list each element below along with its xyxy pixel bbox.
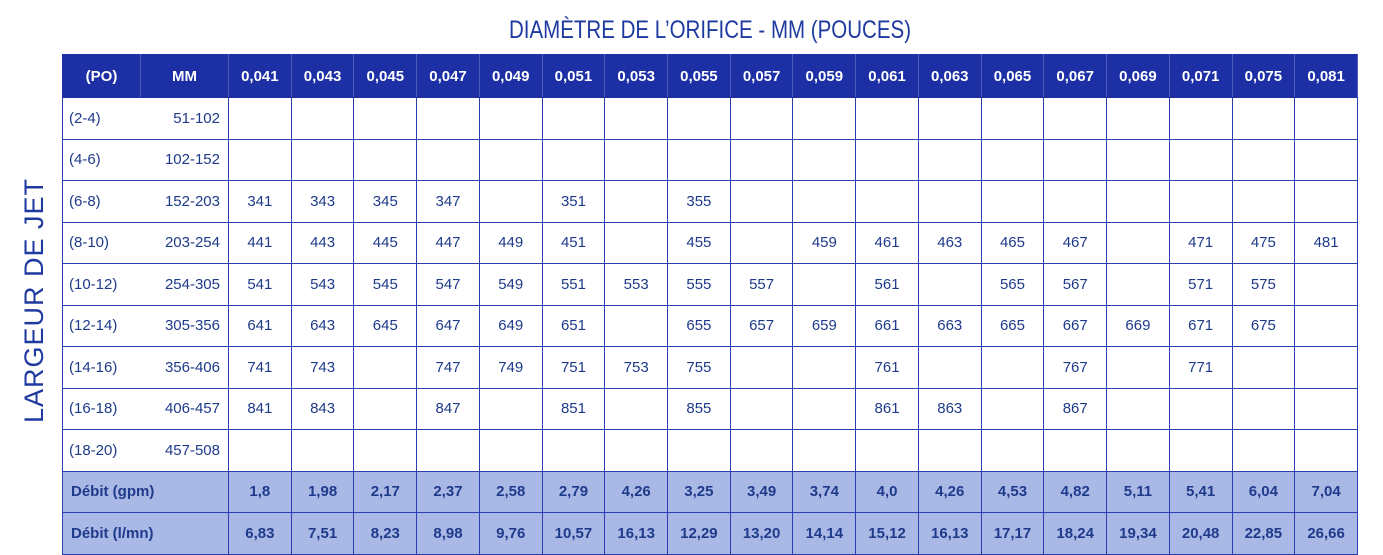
nozzle-cell: 547 <box>417 264 480 306</box>
flow-cell: 14,14 <box>793 513 856 555</box>
nozzle-cell: 481 <box>1295 222 1358 264</box>
nozzle-cell <box>668 98 731 140</box>
table-row <box>63 388 1358 430</box>
nozzle-cell <box>793 181 856 223</box>
nozzle-cell: 675 <box>1232 305 1295 347</box>
flow-cell: 9,76 <box>479 513 542 555</box>
nozzle-cell <box>354 388 417 430</box>
nozzle-cell <box>730 347 793 389</box>
flow-cell: 22,85 <box>1232 513 1295 555</box>
flow-cell: 18,24 <box>1044 513 1107 555</box>
nozzle-cell <box>668 430 731 472</box>
nozzle-cell <box>1295 388 1358 430</box>
nozzle-cell <box>793 98 856 140</box>
nozzle-cell: 851 <box>542 388 605 430</box>
flow-cell: 1,98 <box>291 471 354 513</box>
flow-cell: 4,26 <box>918 471 981 513</box>
nozzle-cell: 465 <box>981 222 1044 264</box>
flow-cell: 3,25 <box>668 471 731 513</box>
table-row <box>63 347 1358 389</box>
nozzle-cell <box>354 430 417 472</box>
table-title: DIAMÈTRE DE L’ORIFICE - MM (POUCES) <box>508 16 912 44</box>
flow-cell: 5,41 <box>1169 471 1232 513</box>
header-orifice: 0,059 <box>793 55 856 98</box>
nozzle-cell <box>479 181 542 223</box>
nozzle-cell <box>730 388 793 430</box>
nozzle-cell <box>229 139 292 181</box>
nozzle-cell <box>1107 139 1170 181</box>
nozzle-cell: 441 <box>229 222 292 264</box>
nozzle-cell <box>1232 181 1295 223</box>
nozzle-cell <box>730 98 793 140</box>
nozzle-cell <box>479 139 542 181</box>
header-orifice: 0,047 <box>417 55 480 98</box>
header-orifice: 0,065 <box>981 55 1044 98</box>
header-row <box>63 55 1358 98</box>
header-orifice: 0,071 <box>1169 55 1232 98</box>
nozzle-cell <box>479 388 542 430</box>
width-inches: (18-20) <box>63 430 141 472</box>
width-inches: (6-8) <box>63 181 141 223</box>
header-orifice: 0,067 <box>1044 55 1107 98</box>
nozzle-cell <box>856 98 919 140</box>
nozzle-cell <box>1232 98 1295 140</box>
nozzle-cell: 449 <box>479 222 542 264</box>
width-inches: (4-6) <box>63 139 141 181</box>
nozzle-cell <box>918 98 981 140</box>
side-label <box>18 90 52 510</box>
nozzle-cell: 345 <box>354 181 417 223</box>
header-orifice: 0,051 <box>542 55 605 98</box>
width-mm: 356-406 <box>141 347 229 389</box>
nozzle-cell: 659 <box>793 305 856 347</box>
nozzle-cell: 447 <box>417 222 480 264</box>
nozzle-cell: 463 <box>918 222 981 264</box>
nozzle-cell <box>793 139 856 181</box>
nozzle-cell <box>981 98 1044 140</box>
nozzle-cell <box>668 139 731 181</box>
flow-cell: 17,17 <box>981 513 1044 555</box>
nozzle-cell <box>730 430 793 472</box>
nozzle-cell <box>1044 430 1107 472</box>
flow-cell: 15,12 <box>856 513 919 555</box>
header-orifice: 0,075 <box>1232 55 1295 98</box>
flow-cell: 4,82 <box>1044 471 1107 513</box>
nozzle-cell: 761 <box>856 347 919 389</box>
nozzle-cell <box>229 98 292 140</box>
nozzle-cell <box>354 347 417 389</box>
nozzle-cell: 541 <box>229 264 292 306</box>
nozzle-cell <box>605 222 668 264</box>
nozzle-cell <box>1295 430 1358 472</box>
flow-label: Débit (l/mn) <box>63 513 229 555</box>
width-inches: (10-12) <box>63 264 141 306</box>
nozzle-cell <box>856 430 919 472</box>
nozzle-cell <box>1169 430 1232 472</box>
header-orifice: 0,057 <box>730 55 793 98</box>
nozzle-cell <box>1232 430 1295 472</box>
nozzle-cell: 461 <box>856 222 919 264</box>
nozzle-cell <box>1295 305 1358 347</box>
header-orifice: 0,043 <box>291 55 354 98</box>
flow-cell: 6,83 <box>229 513 292 555</box>
nozzle-cell: 767 <box>1044 347 1107 389</box>
nozzle-cell: 753 <box>605 347 668 389</box>
nozzle-cell: 347 <box>417 181 480 223</box>
nozzle-cell: 671 <box>1169 305 1232 347</box>
nozzle-cell: 351 <box>542 181 605 223</box>
table-row <box>63 181 1358 223</box>
nozzle-cell <box>1232 347 1295 389</box>
header-orifice: 0,041 <box>229 55 292 98</box>
nozzle-cell: 575 <box>1232 264 1295 306</box>
flow-cell: 12,29 <box>668 513 731 555</box>
nozzle-cell: 867 <box>1044 388 1107 430</box>
nozzle-cell: 555 <box>668 264 731 306</box>
nozzle-cell <box>605 181 668 223</box>
nozzle-cell <box>1169 139 1232 181</box>
nozzle-cell: 475 <box>1232 222 1295 264</box>
flow-cell: 3,49 <box>730 471 793 513</box>
nozzle-cell: 471 <box>1169 222 1232 264</box>
flow-cell: 8,23 <box>354 513 417 555</box>
table-row <box>63 98 1358 140</box>
nozzle-cell: 645 <box>354 305 417 347</box>
nozzle-cell: 543 <box>291 264 354 306</box>
header-orifice: 0,063 <box>918 55 981 98</box>
nozzle-cell <box>605 388 668 430</box>
nozzle-cell <box>479 430 542 472</box>
header-orifice: 0,055 <box>668 55 731 98</box>
nozzle-cell <box>1107 264 1170 306</box>
nozzle-cell <box>417 98 480 140</box>
flow-cell: 4,53 <box>981 471 1044 513</box>
nozzle-cell <box>793 388 856 430</box>
nozzle-table <box>62 54 1358 555</box>
nozzle-cell <box>542 430 605 472</box>
flow-cell: 20,48 <box>1169 513 1232 555</box>
header-orifice: 0,069 <box>1107 55 1170 98</box>
nozzle-cell <box>981 347 1044 389</box>
nozzle-cell <box>1295 139 1358 181</box>
nozzle-cell <box>1295 181 1358 223</box>
nozzle-cell: 755 <box>668 347 731 389</box>
nozzle-cell <box>856 139 919 181</box>
nozzle-cell: 847 <box>417 388 480 430</box>
nozzle-cell <box>605 139 668 181</box>
table-row <box>63 264 1358 306</box>
nozzle-cell: 443 <box>291 222 354 264</box>
nozzle-cell: 861 <box>856 388 919 430</box>
nozzle-cell: 355 <box>668 181 731 223</box>
nozzle-cell <box>1107 388 1170 430</box>
nozzle-cell: 551 <box>542 264 605 306</box>
flow-cell: 16,13 <box>918 513 981 555</box>
nozzle-cell: 459 <box>793 222 856 264</box>
header-orifice: 0,081 <box>1295 55 1358 98</box>
nozzle-cell <box>605 305 668 347</box>
width-mm: 305-356 <box>141 305 229 347</box>
nozzle-cell: 557 <box>730 264 793 306</box>
flow-cell: 26,66 <box>1295 513 1358 555</box>
nozzle-cell <box>1232 139 1295 181</box>
table-row <box>63 305 1358 347</box>
nozzle-cell <box>1107 98 1170 140</box>
nozzle-cell: 657 <box>730 305 793 347</box>
nozzle-cell <box>479 98 542 140</box>
nozzle-cell <box>291 139 354 181</box>
nozzle-cell <box>981 388 1044 430</box>
nozzle-cell <box>1107 181 1170 223</box>
nozzle-cell: 655 <box>668 305 731 347</box>
nozzle-cell <box>1107 222 1170 264</box>
nozzle-cell: 741 <box>229 347 292 389</box>
nozzle-cell: 455 <box>668 222 731 264</box>
nozzle-cell <box>291 430 354 472</box>
nozzle-cell <box>605 430 668 472</box>
width-mm: 51-102 <box>141 98 229 140</box>
nozzle-cell <box>918 139 981 181</box>
width-inches: (16-18) <box>63 388 141 430</box>
nozzle-cell <box>1169 181 1232 223</box>
header-po: (PO) <box>63 55 141 98</box>
nozzle-cell: 343 <box>291 181 354 223</box>
nozzle-cell <box>542 139 605 181</box>
nozzle-cell: 747 <box>417 347 480 389</box>
nozzle-cell: 743 <box>291 347 354 389</box>
nozzle-cell <box>918 264 981 306</box>
flow-cell: 13,20 <box>730 513 793 555</box>
nozzle-cell <box>291 98 354 140</box>
nozzle-cell <box>1295 98 1358 140</box>
nozzle-cell: 567 <box>1044 264 1107 306</box>
nozzle-cell: 661 <box>856 305 919 347</box>
flow-row <box>63 471 1358 513</box>
width-inches: (14-16) <box>63 347 141 389</box>
nozzle-cell: 667 <box>1044 305 1107 347</box>
flow-cell: 4,26 <box>605 471 668 513</box>
nozzle-cell <box>1044 139 1107 181</box>
nozzle-cell <box>1107 347 1170 389</box>
nozzle-cell <box>417 430 480 472</box>
nozzle-cell <box>1169 388 1232 430</box>
flow-cell: 1,8 <box>229 471 292 513</box>
nozzle-cell: 771 <box>1169 347 1232 389</box>
width-mm: 457-508 <box>141 430 229 472</box>
nozzle-cell: 445 <box>354 222 417 264</box>
flow-cell: 8,98 <box>417 513 480 555</box>
nozzle-cell <box>981 430 1044 472</box>
table-row <box>63 222 1358 264</box>
width-inches: (2-4) <box>63 98 141 140</box>
nozzle-cell <box>918 430 981 472</box>
nozzle-cell <box>730 181 793 223</box>
nozzle-cell <box>605 98 668 140</box>
header-mm: MM <box>141 55 229 98</box>
flow-label: Débit (gpm) <box>63 471 229 513</box>
header-orifice: 0,053 <box>605 55 668 98</box>
nozzle-cell: 647 <box>417 305 480 347</box>
nozzle-cell <box>793 430 856 472</box>
width-mm: 254-305 <box>141 264 229 306</box>
header-orifice: 0,045 <box>354 55 417 98</box>
flow-cell: 7,04 <box>1295 471 1358 513</box>
table-row <box>63 139 1358 181</box>
nozzle-cell: 553 <box>605 264 668 306</box>
header-orifice: 0,061 <box>856 55 919 98</box>
nozzle-cell <box>1295 264 1358 306</box>
flow-cell: 19,34 <box>1107 513 1170 555</box>
nozzle-cell: 341 <box>229 181 292 223</box>
nozzle-cell <box>793 347 856 389</box>
nozzle-cell <box>542 98 605 140</box>
nozzle-cell: 863 <box>918 388 981 430</box>
nozzle-cell <box>730 139 793 181</box>
nozzle-cell <box>1044 181 1107 223</box>
jet-width-label: LARGEUR DE JET <box>19 177 50 423</box>
nozzle-cell: 751 <box>542 347 605 389</box>
flow-cell: 5,11 <box>1107 471 1170 513</box>
nozzle-cell <box>730 222 793 264</box>
nozzle-cell: 545 <box>354 264 417 306</box>
nozzle-cell <box>354 139 417 181</box>
flow-cell: 16,13 <box>605 513 668 555</box>
width-mm: 406-457 <box>141 388 229 430</box>
table-row <box>63 430 1358 472</box>
nozzle-cell: 651 <box>542 305 605 347</box>
flow-cell: 7,51 <box>291 513 354 555</box>
nozzle-cell: 841 <box>229 388 292 430</box>
width-mm: 102-152 <box>141 139 229 181</box>
nozzle-cell: 451 <box>542 222 605 264</box>
nozzle-cell <box>1232 388 1295 430</box>
nozzle-cell: 749 <box>479 347 542 389</box>
flow-cell: 3,74 <box>793 471 856 513</box>
flow-cell: 2,58 <box>479 471 542 513</box>
nozzle-cell: 665 <box>981 305 1044 347</box>
nozzle-cell <box>856 181 919 223</box>
nozzle-cell: 549 <box>479 264 542 306</box>
nozzle-cell <box>1107 430 1170 472</box>
width-inches: (12-14) <box>63 305 141 347</box>
nozzle-cell <box>793 264 856 306</box>
flow-cell: 2,37 <box>417 471 480 513</box>
nozzle-cell: 641 <box>229 305 292 347</box>
width-mm: 152-203 <box>141 181 229 223</box>
nozzle-cell <box>981 139 1044 181</box>
nozzle-cell <box>229 430 292 472</box>
flow-cell: 6,04 <box>1232 471 1295 513</box>
flow-row <box>63 513 1358 555</box>
nozzle-cell <box>918 347 981 389</box>
nozzle-cell: 467 <box>1044 222 1107 264</box>
nozzle-cell: 565 <box>981 264 1044 306</box>
nozzle-cell <box>981 181 1044 223</box>
flow-cell: 10,57 <box>542 513 605 555</box>
nozzle-cell: 571 <box>1169 264 1232 306</box>
nozzle-cell: 855 <box>668 388 731 430</box>
nozzle-cell: 561 <box>856 264 919 306</box>
width-inches: (8-10) <box>63 222 141 264</box>
flow-cell: 2,17 <box>354 471 417 513</box>
nozzle-cell: 649 <box>479 305 542 347</box>
flow-cell: 2,79 <box>542 471 605 513</box>
nozzle-cell: 663 <box>918 305 981 347</box>
nozzle-cell <box>1295 347 1358 389</box>
nozzle-cell <box>1044 98 1107 140</box>
nozzle-cell <box>918 181 981 223</box>
nozzle-cell: 643 <box>291 305 354 347</box>
nozzle-cell: 669 <box>1107 305 1170 347</box>
nozzle-cell <box>417 139 480 181</box>
nozzle-cell <box>354 98 417 140</box>
nozzle-cell: 843 <box>291 388 354 430</box>
flow-cell: 4,0 <box>856 471 919 513</box>
width-mm: 203-254 <box>141 222 229 264</box>
nozzle-cell <box>1169 98 1232 140</box>
header-orifice: 0,049 <box>479 55 542 98</box>
